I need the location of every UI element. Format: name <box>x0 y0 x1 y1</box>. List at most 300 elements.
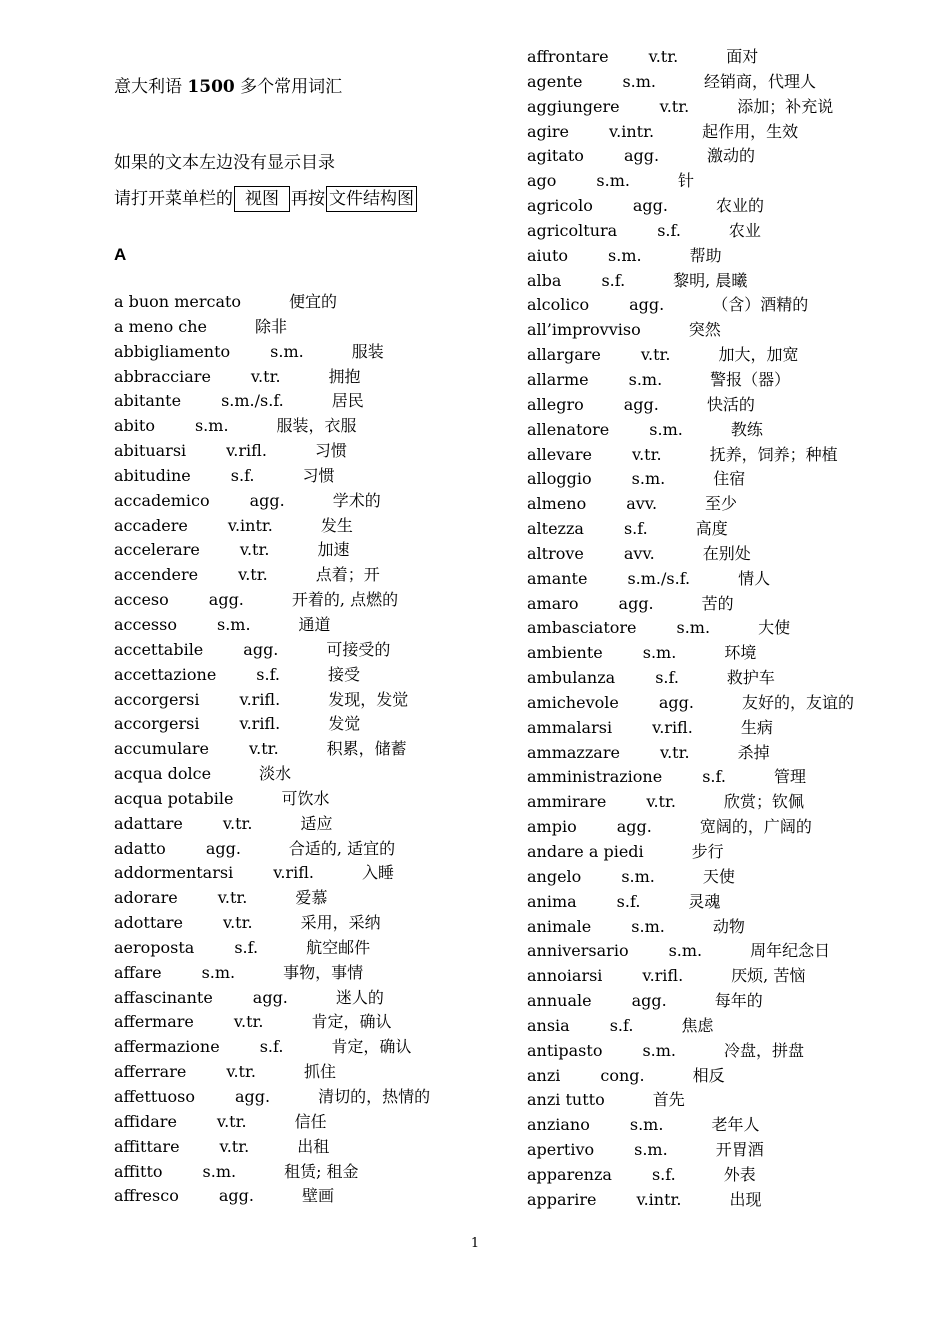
entry-part-of-speech: agg. <box>235 1087 271 1106</box>
entry-part-of-speech: v.tr. <box>659 96 690 116</box>
vocab-entry <box>527 691 927 716</box>
entry-word: anzi tutto <box>527 1090 605 1110</box>
entry-meaning: 清切的，热情的 <box>318 1087 431 1106</box>
vocab-entry <box>527 915 927 940</box>
vocab-entry <box>527 144 927 169</box>
entry-part-of-speech: v.tr. <box>631 444 662 464</box>
entry-word: acceso <box>114 590 169 610</box>
entry-part-of-speech: s.m. <box>596 171 630 191</box>
vocab-entry <box>527 890 927 915</box>
entry-word: adattare <box>114 813 183 833</box>
entry-word: abitudine <box>114 465 191 485</box>
entry-word: a buon mercato <box>114 292 242 311</box>
entry-part-of-speech: s.f. <box>259 1037 284 1057</box>
entry-meaning: 外表 <box>723 1164 756 1184</box>
vocab-entry <box>527 95 927 120</box>
entry-meaning: 每年的 <box>714 991 763 1011</box>
entry-word: allenatore <box>527 419 610 439</box>
entry-part-of-speech: v.tr. <box>233 1012 264 1032</box>
entry-meaning: 警报（器） <box>710 369 791 389</box>
entry-word: a meno che <box>114 316 208 336</box>
toc-note-line2 <box>114 184 418 212</box>
entry-word: amante <box>527 568 588 588</box>
entry-meaning: 发生 <box>320 515 353 535</box>
entry-word: angelo <box>527 866 582 886</box>
vocab-entry <box>114 588 494 613</box>
entry-part-of-speech: v.tr. <box>239 540 270 560</box>
entry-word: animale <box>527 916 592 936</box>
document-map-box: 文件结构图 <box>326 186 417 212</box>
entry-word: annoiarsi <box>527 966 603 986</box>
entry-meaning: 突然 <box>688 320 721 340</box>
vocab-entry <box>527 1163 927 1188</box>
vocab-entry <box>527 1064 927 1089</box>
entry-part-of-speech: s.f. <box>616 891 641 911</box>
entry-word: accettabile <box>114 639 204 659</box>
entry-meaning: 服装，衣服 <box>276 416 357 436</box>
vocab-entry <box>114 613 494 638</box>
vocab-entry <box>114 986 494 1011</box>
entry-meaning: 居民 <box>331 391 364 411</box>
entry-part-of-speech: v.rifl. <box>239 714 281 734</box>
entry-part-of-speech: cong. <box>600 1065 645 1085</box>
entry-word: accadere <box>114 515 188 535</box>
vocab-entry <box>114 489 494 514</box>
entry-part-of-speech: s.m. <box>201 962 236 982</box>
entry-meaning: （含）酒精的 <box>712 295 809 315</box>
entry-part-of-speech: s.f. <box>601 270 626 290</box>
entry-part-of-speech: v.rifl. <box>652 717 693 737</box>
entry-word: abito <box>114 416 155 436</box>
entry-part-of-speech: v.tr. <box>249 739 279 759</box>
entry-meaning: 加速 <box>317 540 350 560</box>
vocab-entry <box>527 343 927 368</box>
vocab-entry <box>527 542 927 567</box>
entry-part-of-speech: s.f. <box>651 1164 676 1184</box>
vocab-entry <box>527 418 927 443</box>
entry-meaning: 习惯 <box>302 465 335 485</box>
entry-part-of-speech: agg. <box>252 987 288 1007</box>
entry-word: abbracciare <box>114 366 211 386</box>
entry-meaning: 开胃酒 <box>715 1140 764 1160</box>
entry-part-of-speech: s.m. <box>642 1040 677 1060</box>
vocab-entry <box>114 737 494 762</box>
vocab-entry <box>527 741 927 766</box>
entry-part-of-speech: s.m./s.f. <box>627 568 691 588</box>
entry-word: accettazione <box>114 664 217 684</box>
entry-meaning: 农业 <box>728 220 761 240</box>
entry-meaning: 可接受的 <box>326 639 391 659</box>
entry-meaning: 周年纪念日 <box>750 941 831 961</box>
vocab-entry <box>114 340 494 365</box>
entry-word: alloggio <box>527 469 592 489</box>
vocab-entry <box>114 837 494 862</box>
entry-meaning: 合适的, 适宜的 <box>288 838 396 858</box>
entry-meaning: 大使 <box>758 618 791 638</box>
entry-meaning: 开着的, 点燃的 <box>291 590 399 610</box>
vocab-entry <box>114 290 494 315</box>
entry-word: ago <box>527 171 557 191</box>
title-number: 1500 <box>187 77 235 97</box>
entry-part-of-speech: agg. <box>658 692 694 712</box>
title-prefix: 意大利语 <box>114 77 188 97</box>
vocab-entry <box>114 812 494 837</box>
title-suffix: 多个常用词汇 <box>234 77 343 97</box>
entry-meaning: 起作用，生效 <box>702 121 799 141</box>
entry-meaning: 航空邮件 <box>306 937 371 957</box>
entry-meaning: 学术的 <box>332 490 381 510</box>
entry-word: agente <box>527 71 583 91</box>
entry-word: aiuto <box>527 245 569 265</box>
entry-part-of-speech: s.m. <box>202 1161 237 1181</box>
entry-part-of-speech: s.m. <box>676 618 711 638</box>
entry-part-of-speech: avv. <box>626 494 658 514</box>
entry-meaning: 欣赏；钦佩 <box>723 792 804 812</box>
entry-meaning: 积累，储蓄 <box>326 739 407 759</box>
vocab-entry <box>114 638 494 663</box>
entry-meaning: 面对 <box>726 47 759 66</box>
entry-part-of-speech: agg. <box>618 593 654 613</box>
entry-word: alba <box>527 270 562 290</box>
entry-part-of-speech: agg. <box>632 196 668 216</box>
entry-meaning: 杀掉 <box>737 742 770 762</box>
entry-part-of-speech: v.rifl. <box>273 863 314 883</box>
vocab-entry <box>527 1138 927 1163</box>
vocab-entry <box>527 1039 927 1064</box>
entry-meaning: 适应 <box>300 813 333 833</box>
entry-meaning: 厌烦, 苦恼 <box>731 966 806 986</box>
vocab-entry <box>114 961 494 986</box>
entry-word: ammalarsi <box>527 717 613 737</box>
vocab-entry <box>527 467 927 492</box>
vocab-entry <box>527 318 927 343</box>
entry-word: affresco <box>114 1186 179 1206</box>
entry-meaning: 壁画 <box>301 1186 334 1206</box>
vocab-entry <box>114 464 494 489</box>
entry-part-of-speech: s.m. <box>634 1140 668 1160</box>
entry-meaning: 生病 <box>740 717 773 737</box>
entry-part-of-speech: s.m. <box>631 916 665 936</box>
toc-note-line1: 如果的文本左边没有显示目录 <box>114 153 335 173</box>
entry-part-of-speech: v.intr. <box>227 515 273 535</box>
entry-meaning: 天使 <box>702 866 735 886</box>
entry-meaning: 针 <box>677 171 694 191</box>
entry-part-of-speech: agg. <box>205 838 241 858</box>
entry-part-of-speech: s.m. <box>628 369 663 389</box>
vocab-entry <box>527 641 927 666</box>
vocab-entry <box>114 514 494 539</box>
page-number: 1 <box>470 1236 480 1251</box>
entry-meaning: 宽阔的，广阔的 <box>699 817 812 837</box>
entry-meaning: 爱慕 <box>295 888 328 908</box>
entry-meaning: 迷人的 <box>335 987 384 1007</box>
entry-word: agricoltura <box>527 220 618 240</box>
vocab-entry <box>527 1088 927 1113</box>
entry-meaning: 情人 <box>738 568 771 588</box>
vocab-entry <box>114 389 494 414</box>
entry-word: affettuoso <box>114 1087 196 1106</box>
vocab-entry <box>114 1010 494 1035</box>
entry-word: anzi <box>527 1065 561 1085</box>
entry-part-of-speech: agg. <box>623 394 659 414</box>
entry-meaning: 拥抱 <box>328 366 361 386</box>
entry-word: annuale <box>527 991 592 1011</box>
vocab-entry <box>114 439 494 464</box>
vocab-entry <box>527 219 927 244</box>
entry-word: agricolo <box>527 196 593 216</box>
view-menu-box: 视图 <box>234 186 290 212</box>
entry-part-of-speech: s.m. <box>621 866 655 886</box>
entry-word: affittare <box>114 1136 180 1156</box>
entry-word: ampio <box>527 817 577 837</box>
entry-part-of-speech: s.f. <box>256 664 281 684</box>
vocab-entry <box>114 787 494 812</box>
entry-part-of-speech: s.f. <box>234 937 259 957</box>
entry-word: adatto <box>114 838 166 858</box>
entry-word: apertivo <box>527 1140 595 1160</box>
entry-word: ammazzare <box>527 742 620 762</box>
entry-part-of-speech: v.tr. <box>217 888 248 908</box>
section-letter: A <box>114 245 127 264</box>
entry-word: almeno <box>527 494 587 514</box>
entry-word: accendere <box>114 565 199 585</box>
entry-part-of-speech: s.m. <box>270 341 304 361</box>
entry-word: accelerare <box>114 540 200 560</box>
entry-part-of-speech: s.m. <box>631 469 666 489</box>
entry-part-of-speech: s.m. <box>642 643 677 663</box>
entry-word: affermazione <box>114 1037 220 1057</box>
entry-meaning: 入睡 <box>361 863 394 883</box>
entry-part-of-speech: s.f. <box>230 465 255 485</box>
entry-word: abitante <box>114 391 182 411</box>
vocab-entry <box>114 365 494 390</box>
entry-part-of-speech: avv. <box>623 543 655 563</box>
vocab-entry <box>114 1060 494 1085</box>
entry-part-of-speech: s.f. <box>702 767 726 787</box>
entry-part-of-speech: agg. <box>243 639 279 659</box>
vocab-entry <box>527 45 927 70</box>
vocab-entry <box>527 765 927 790</box>
entry-part-of-speech: v.tr. <box>646 792 676 812</box>
entry-word: andare a piedi <box>527 842 644 861</box>
entry-part-of-speech: agg. <box>629 295 665 315</box>
entry-word: accorgersi <box>114 689 200 709</box>
vocab-entry <box>527 865 927 890</box>
vocab-entry <box>114 886 494 911</box>
entry-part-of-speech: v.rifl. <box>226 441 267 461</box>
vocab-entry <box>114 663 494 688</box>
entry-word: aggiungere <box>527 96 620 116</box>
entry-part-of-speech: v.tr. <box>640 345 671 365</box>
entry-meaning: 焦虑 <box>681 1015 714 1035</box>
entry-word: ammirare <box>527 792 607 812</box>
vocab-entry <box>527 1113 927 1138</box>
vocab-entry <box>114 911 494 936</box>
entry-word: affrontare <box>527 47 609 66</box>
entry-word: allargare <box>527 345 601 365</box>
vocab-entry <box>527 592 927 617</box>
entry-meaning: 经销商，代理人 <box>704 71 817 91</box>
entry-meaning: 步行 <box>691 842 724 861</box>
entry-part-of-speech: v.rifl. <box>642 966 684 986</box>
entry-meaning: 加大，加宽 <box>718 345 799 365</box>
entry-word: amministrazione <box>527 767 663 787</box>
entry-meaning: 首先 <box>652 1090 685 1110</box>
entry-meaning: 在别处 <box>702 543 751 563</box>
note-prefix: 请打开菜单栏的 <box>114 189 233 209</box>
vocab-entry <box>527 666 927 691</box>
entry-part-of-speech: s.m. <box>668 941 703 961</box>
entry-part-of-speech: s.m./s.f. <box>221 391 284 411</box>
entry-meaning: 高度 <box>695 519 728 539</box>
entry-part-of-speech: agg. <box>208 590 244 610</box>
entry-meaning: 环境 <box>724 643 757 663</box>
entry-part-of-speech: s.m. <box>649 419 683 439</box>
entry-word: apparire <box>527 1189 597 1209</box>
entry-word: altrove <box>527 543 584 563</box>
vocab-entry <box>114 712 494 737</box>
entry-part-of-speech: v.tr. <box>216 1111 247 1131</box>
entry-meaning: 除非 <box>255 316 288 336</box>
entry-meaning: 肯定，确认 <box>311 1012 392 1032</box>
entry-word: abbigliamento <box>114 341 231 361</box>
entry-meaning: 采用，采纳 <box>300 913 381 933</box>
entry-word: accademico <box>114 490 210 510</box>
entry-word: ansia <box>527 1015 570 1035</box>
entry-part-of-speech: s.f. <box>623 519 648 539</box>
entry-meaning: 服装 <box>351 341 384 361</box>
entry-word: aeroposta <box>114 937 195 957</box>
entry-meaning: 友好的，友谊的 <box>741 692 854 712</box>
entry-meaning: 住宿 <box>713 469 746 489</box>
vocab-entry <box>527 567 927 592</box>
vocab-entry <box>527 368 927 393</box>
vocab-entry <box>527 964 927 989</box>
entry-word: anziano <box>527 1115 590 1135</box>
entry-meaning: 通道 <box>298 614 331 634</box>
entry-meaning: 抓住 <box>303 1062 336 1082</box>
entry-part-of-speech: v.rifl. <box>239 689 281 709</box>
entry-meaning: 习惯 <box>314 441 347 461</box>
entry-part-of-speech: s.f. <box>655 668 679 688</box>
vocab-entry <box>527 517 927 542</box>
entry-word: affare <box>114 962 162 982</box>
vocab-entry <box>114 563 494 588</box>
entry-part-of-speech: v.tr. <box>659 742 690 762</box>
entry-meaning: 冷盘，拼盘 <box>724 1040 805 1060</box>
entry-word: acqua potabile <box>114 788 234 808</box>
entry-meaning: 老年人 <box>711 1115 760 1135</box>
vocab-entry <box>114 1135 494 1160</box>
entry-meaning: 抚养，饲养；种植 <box>709 444 838 464</box>
vocab-entry <box>114 1184 494 1209</box>
entry-meaning: 租赁; 租金 <box>284 1161 359 1181</box>
entry-meaning: 黎明, 晨曦 <box>673 270 748 290</box>
entry-word: affitto <box>114 1161 163 1181</box>
entry-meaning: 激动的 <box>707 146 756 166</box>
entry-word: apparenza <box>527 1164 612 1184</box>
entry-meaning: 肯定，确认 <box>331 1037 412 1057</box>
entry-word: anniversario <box>527 941 629 961</box>
entry-word: ambiente <box>527 643 603 663</box>
vocabulary-column-left <box>114 290 494 1209</box>
entry-meaning: 淡水 <box>259 764 292 784</box>
vocab-entry <box>527 790 927 815</box>
vocab-entry <box>527 492 927 517</box>
vocab-entry <box>527 939 927 964</box>
entry-part-of-speech: agg. <box>616 817 652 837</box>
entry-part-of-speech: s.m. <box>608 245 642 265</box>
entry-meaning: 教练 <box>730 419 763 439</box>
entry-meaning: 至少 <box>705 494 738 514</box>
vocab-entry <box>527 293 927 318</box>
entry-meaning: 相反 <box>692 1065 725 1085</box>
entry-part-of-speech: agg. <box>631 991 667 1011</box>
entry-word: acqua dolce <box>114 764 212 784</box>
vocab-entry <box>527 393 927 418</box>
entry-word: allarme <box>527 369 589 389</box>
entry-part-of-speech: s.f. <box>609 1015 634 1035</box>
vocab-entry <box>527 1188 927 1213</box>
entry-word: abituarsi <box>114 441 187 461</box>
entry-meaning: 发觉 <box>328 714 361 734</box>
entry-part-of-speech: agg. <box>623 146 660 166</box>
entry-meaning: 添加；补充说 <box>737 96 834 116</box>
entry-meaning: 管理 <box>773 767 806 787</box>
entry-part-of-speech: v.intr. <box>609 121 655 141</box>
entry-part-of-speech: s.m. <box>622 71 657 91</box>
vocab-entry <box>527 269 927 294</box>
vocab-entry <box>527 989 927 1014</box>
entry-word: allegro <box>527 394 584 414</box>
entry-word: altezza <box>527 519 584 539</box>
entry-word: agire <box>527 121 570 141</box>
entry-word: adottare <box>114 913 183 933</box>
entry-part-of-speech: s.f. <box>657 220 681 240</box>
entry-word: accumulare <box>114 739 210 759</box>
vocab-entry <box>114 1035 494 1060</box>
entry-word: ambulanza <box>527 668 616 688</box>
entry-meaning: 信任 <box>294 1111 327 1131</box>
entry-part-of-speech: v.tr. <box>648 47 679 66</box>
entry-part-of-speech: v.tr. <box>226 1062 256 1082</box>
vocab-entry <box>114 1085 494 1110</box>
entry-part-of-speech: v.tr. <box>238 565 268 585</box>
vocab-entry <box>527 169 927 194</box>
entry-word: amichevole <box>527 692 619 712</box>
entry-word: allevare <box>527 444 592 464</box>
entry-part-of-speech: agg. <box>218 1186 254 1206</box>
vocab-entry <box>527 194 927 219</box>
vocab-entry <box>527 1014 927 1039</box>
entry-part-of-speech: agg. <box>249 490 285 510</box>
entry-meaning: 快活的 <box>706 394 755 414</box>
vocabulary-column-right <box>527 45 927 1213</box>
entry-meaning: 发现，发觉 <box>328 689 409 709</box>
entry-meaning: 可饮水 <box>281 788 330 808</box>
entry-word: affascinante <box>114 987 213 1007</box>
entry-part-of-speech: v.tr. <box>222 913 253 933</box>
entry-word: all’improvviso <box>527 320 641 340</box>
entry-word: anima <box>527 891 577 911</box>
entry-word: ambasciatore <box>527 618 637 638</box>
note-mid: 再按 <box>291 189 325 209</box>
vocab-entry <box>527 840 927 865</box>
vocab-entry <box>527 716 927 741</box>
entry-word: agitato <box>527 146 584 166</box>
vocab-entry <box>527 120 927 145</box>
vocab-entry <box>114 414 494 439</box>
